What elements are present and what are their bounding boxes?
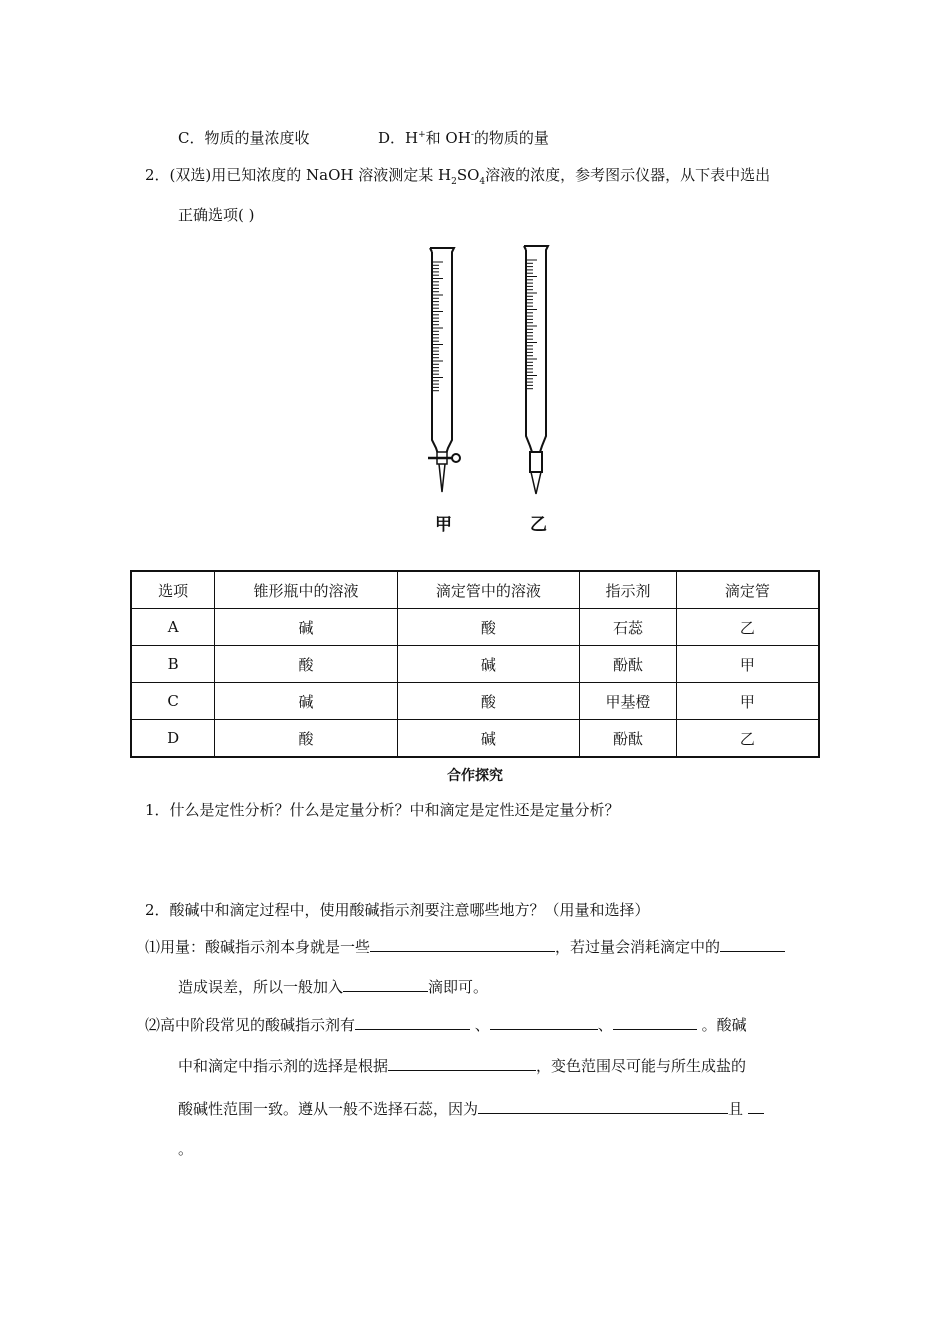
q2-text-a: 2．(双选)用已知浓度的 NaOH 溶液测定某 H (145, 166, 452, 184)
label-jia: 甲 (435, 515, 452, 535)
burette-right (524, 246, 548, 494)
p2-text-g: 酸碱性范围一致。遵从一般不选择石蕊，因为 (178, 1100, 479, 1118)
inquiry-question-2: 2．酸碱中和滴定过程中，使用酸碱指示剂要注意哪些地方？（用量和选择） (145, 901, 650, 919)
burette-figure (410, 240, 570, 500)
options-table (130, 570, 820, 758)
table-cell: 酚酞 (580, 720, 677, 758)
table-header: 滴定管 (676, 571, 819, 609)
answer-blank[interactable] (748, 1098, 764, 1114)
table-cell: 甲 (676, 646, 819, 683)
p2-text-d: 。酸碱 (696, 1016, 747, 1034)
p2-text-h: 且 (728, 1100, 748, 1118)
p2-text-b: 、 (470, 1016, 490, 1034)
question-2-line1 (145, 164, 770, 187)
table-row (131, 609, 819, 646)
table-cell: 酸 (397, 609, 579, 646)
q2-text-b: SO (456, 166, 480, 184)
table-cell: 碱 (397, 720, 579, 758)
table-cell: 酸 (397, 683, 579, 720)
label-yi: 乙 (530, 515, 547, 535)
table-cell: D (131, 720, 215, 758)
p1-text-a: ⑴用量：酸碱指示剂本身就是一些 (145, 938, 371, 956)
option-d-sup1: + (418, 130, 426, 140)
table-cell: A (131, 609, 215, 646)
table-header-row (131, 571, 819, 609)
table-cell: 碱 (215, 609, 397, 646)
p2-text-c: 、 (597, 1016, 613, 1034)
p2-text-a: ⑵高中阶段常见的酸碱指示剂有 (145, 1016, 356, 1034)
answer-blank[interactable] (478, 1098, 728, 1114)
p1-text-b: ，若过量会消耗滴定中的 (555, 938, 721, 956)
table-cell: 碱 (397, 646, 579, 683)
p1-text-d: 滴即可。 (428, 978, 489, 996)
p1-text-c: 造成误差，所以一般加入 (178, 978, 344, 996)
answer-blank[interactable] (613, 1014, 697, 1030)
question-2-line2: 正确选项( ) (178, 206, 255, 224)
table-cell: 乙 (676, 609, 819, 646)
table-cell: C (131, 683, 215, 720)
option-c: C．物质的量浓度收 (178, 129, 310, 147)
section-title: 合作探究 (447, 768, 503, 784)
p2-text-f: ，变色范围尽可能与所生成盐的 (536, 1057, 747, 1075)
p2-text-e: 中和滴定中指示剂的选择是根据 (178, 1057, 389, 1075)
table-header: 指示剂 (580, 571, 677, 609)
table-cell: 碱 (215, 683, 397, 720)
table-cell: B (131, 646, 215, 683)
answer-blank[interactable] (343, 976, 428, 992)
option-d-mid: 和 OH (425, 129, 471, 147)
q2-text-c: 溶液的浓度，参考图示仪器，从下表中选出 (485, 166, 771, 184)
table-row (131, 683, 819, 720)
inquiry-question-1: 1．什么是定性分析？什么是定量分析？中和滴定是定性还是定量分析？ (145, 801, 620, 819)
option-d-prefix: D．H (378, 129, 419, 147)
q2-sub2: 4 (479, 177, 486, 187)
table-cell: 酚酞 (580, 646, 677, 683)
part-2-line1 (145, 1014, 747, 1035)
table-cell: 乙 (676, 720, 819, 758)
table-cell: 酸 (215, 646, 397, 683)
part-2-line2 (178, 1055, 746, 1076)
answer-blank[interactable] (388, 1055, 536, 1071)
part-1-line2 (178, 976, 488, 997)
table-cell: 酸 (215, 720, 397, 758)
q2-sub1: 2 (451, 177, 457, 187)
part-1-line1 (145, 936, 785, 957)
table-header: 选项 (131, 571, 215, 609)
part-2-end: 。 (178, 1140, 194, 1158)
table-row (131, 720, 819, 758)
answer-blank[interactable] (355, 1014, 470, 1030)
table-header: 滴定管中的溶液 (397, 571, 579, 609)
table-header: 锥形瓶中的溶液 (215, 571, 397, 609)
option-d-suffix: 的物质的量 (473, 129, 549, 147)
answer-blank[interactable] (490, 1014, 598, 1030)
answer-blank[interactable] (720, 936, 785, 952)
table-row (131, 646, 819, 683)
option-d (378, 127, 549, 148)
answer-blank[interactable] (370, 936, 555, 952)
table-cell: 石蕊 (580, 609, 677, 646)
burette-left (428, 248, 460, 492)
table-cell: 甲 (676, 683, 819, 720)
table-cell: 甲基橙 (580, 683, 677, 720)
part-2-line3 (178, 1098, 764, 1119)
option-d-sup2: - (470, 130, 474, 140)
